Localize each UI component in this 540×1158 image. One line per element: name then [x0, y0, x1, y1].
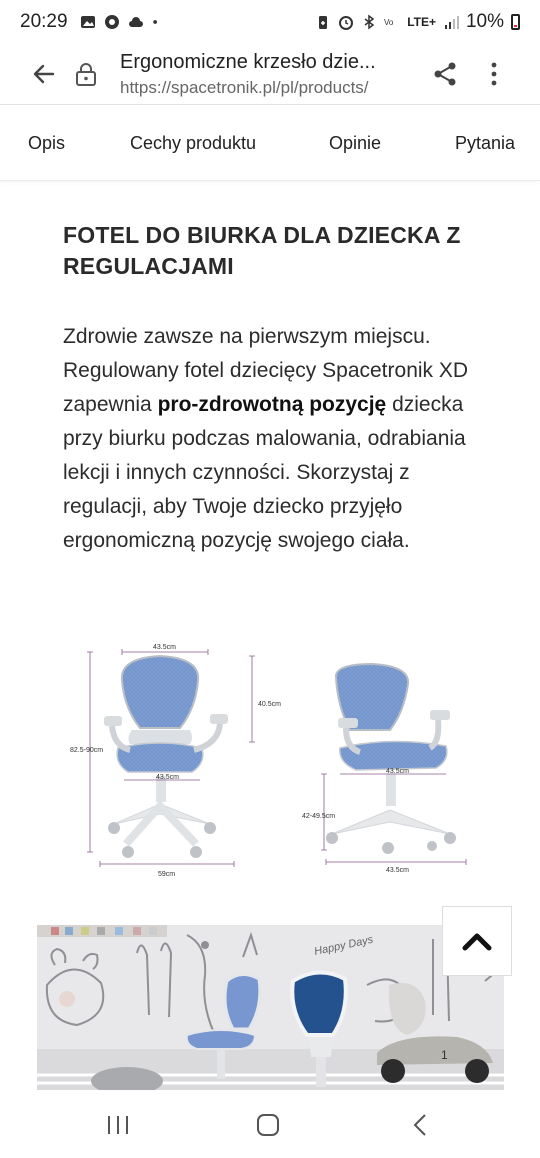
more-vert-icon: [491, 62, 497, 86]
tab-opinie[interactable]: Opinie: [329, 133, 382, 153]
product-description: [63, 320, 483, 558]
tab-pytania[interactable]: Pytania: [455, 133, 516, 153]
share-icon: [433, 61, 457, 87]
status-bar: [0, 0, 540, 44]
tab-opis[interactable]: Opis: [28, 133, 66, 153]
product-tabs: [0, 105, 540, 181]
dim-seat-height: 42-49.5cm: [302, 813, 336, 820]
chevron-up-icon: [461, 930, 493, 952]
page-url: https://spacetronik.pl/pl/products/: [120, 77, 369, 97]
more-options-button[interactable]: [482, 56, 506, 92]
dim-total-height: 82.5-90cm: [70, 747, 104, 754]
bluetooth-icon: [361, 14, 377, 30]
recent-apps-icon: [106, 1114, 130, 1136]
dim-seat-width: 43.5cm: [156, 774, 179, 781]
browser-toolbar: [0, 44, 540, 104]
description-text-2: dziecka przy biurku podczas malowania, odrabiania lekcji i innych czynności. Skorzystaj z regulacji, aby Twoje dziecko przyjęło ergonomiczną pozycję swojego ciała.: [63, 393, 466, 552]
system-back-button[interactable]: [400, 1110, 440, 1140]
scroll-to-top-button[interactable]: [442, 906, 512, 976]
svg-text:Vo: Vo: [384, 18, 394, 27]
chevron-left-icon: [412, 1113, 428, 1137]
dim-side-seat-width: 43.5cm: [386, 768, 409, 775]
dimensions-drawing: [70, 638, 490, 888]
battery-saver-icon: [315, 14, 331, 30]
wall-text: Happy Days: [313, 933, 375, 958]
signal-icon: [443, 14, 459, 30]
status-notification-icons: [80, 14, 162, 30]
front-view-chair: [70, 644, 281, 878]
chrome-icon: [104, 14, 120, 30]
tab-cechy-produktu[interactable]: Cechy produktu: [130, 133, 257, 153]
side-view-chair: [302, 664, 466, 874]
toy-car-number: 1: [441, 1048, 448, 1062]
volte-icon: [384, 14, 400, 30]
system-navigation-bar: [0, 1090, 540, 1158]
section-heading: FOTEL DO BIURKA DLA DZIECKA Z REGULACJAMI: [63, 222, 461, 279]
dim-top-width: 43.5cm: [153, 644, 176, 651]
share-button[interactable]: [430, 56, 460, 92]
page-title: Ergonomiczne krzesło dzie...: [120, 50, 376, 73]
lock-icon: [75, 62, 97, 86]
back-arrow-icon: [31, 61, 57, 87]
status-time: 20:29: [20, 11, 68, 32]
back-button[interactable]: [24, 54, 64, 94]
dim-base-width: 59cm: [158, 871, 176, 878]
product-photo: [37, 925, 504, 1090]
site-info-button[interactable]: [72, 60, 100, 88]
description-bold: pro-zdrowotną pozycję: [157, 393, 387, 416]
dim-side-base-width: 43.5cm: [386, 867, 409, 874]
alarm-icon: [338, 14, 354, 30]
dim-back-height: 40.5cm: [258, 701, 281, 708]
chair-dimensions-diagram: [70, 638, 490, 888]
dot-icon: [152, 14, 162, 30]
description-text-1: Zdrowie zawsze na pierwszym miejscu. Regulowany fotel dziecięcy Spacetronik XD zapewnia: [63, 325, 469, 416]
cloud-icon: [128, 14, 144, 30]
home-button[interactable]: [248, 1110, 288, 1140]
battery-percent: 10%: [465, 11, 504, 32]
address-bar[interactable]: [120, 51, 420, 98]
status-right: [315, 11, 520, 33]
image-icon: [80, 14, 96, 30]
battery-icon: [511, 14, 520, 30]
recent-apps-button[interactable]: [98, 1110, 138, 1140]
kids-room-illustration: [37, 925, 504, 1090]
home-icon: [256, 1113, 280, 1137]
network-label: LTE+: [407, 15, 436, 29]
